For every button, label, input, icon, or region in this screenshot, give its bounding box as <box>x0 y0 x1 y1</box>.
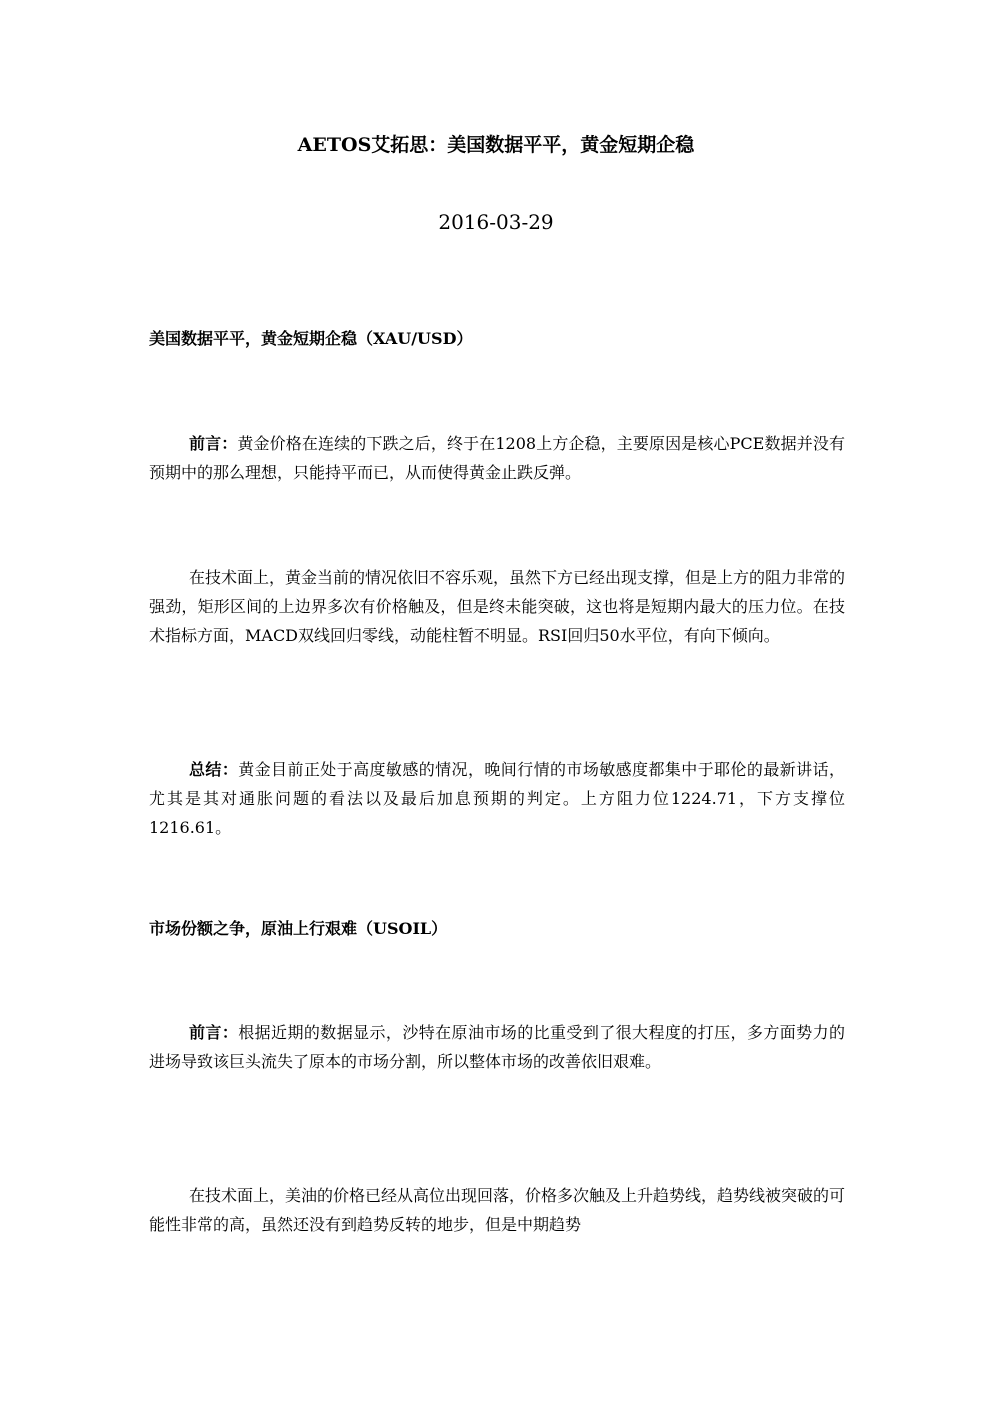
section-heading-gold: 美国数据平平，黄金短期企稳（XAU/USD） <box>149 329 473 348</box>
paragraph-text: 在技术面上，美油的价格已经从高位出现回落，价格多次触及上升趋势线，趋势线被突破的可能性非常的高，虽然还没有到趋势反转的地步，但是中期趋势 <box>149 1186 846 1234</box>
paragraph-oil-technical <box>149 1181 845 1239</box>
paragraph-gold-summary <box>149 755 845 842</box>
document-date: 2016-03-29 <box>438 210 554 234</box>
document-title: AETOS艾拓思：美国数据平平，黄金短期企稳 <box>297 134 695 156</box>
paragraph-lead: 前言： <box>189 434 238 453</box>
section-heading-oil: 市场份额之争，原油上行艰难（USOIL） <box>149 919 448 938</box>
paragraph-lead: 总结： <box>189 760 239 779</box>
paragraph-text: 根据近期的数据显示，沙特在原油市场的比重受到了很大程度的打压，多方面势力的进场导致该巨头流失了原本的市场分割，所以整体市场的改善依旧艰难。 <box>149 1023 845 1071</box>
paragraph-lead: 前言： <box>189 1023 239 1042</box>
paragraph-oil-intro <box>149 1018 845 1076</box>
paragraph-text: 黄金目前正处于高度敏感的情况，晚间行情的市场敏感度都集中于耶伦的最新讲话，尤其是其对通胀问题的看法以及最后加息预期的判定。上方阻力位1224.71，下方支撑位1216.61。 <box>149 760 845 837</box>
paragraph-gold-technical <box>149 563 845 650</box>
paragraph-text: 黄金价格在连续的下跌之后，终于在1208上方企稳，主要原因是核心PCE数据并没有预期中的那么理想，只能持平而已，从而使得黄金止跌反弹。 <box>149 434 845 482</box>
paragraph-gold-intro <box>149 429 845 487</box>
paragraph-text: 在技术面上，黄金当前的情况依旧不容乐观，虽然下方已经出现支撑，但是上方的阻力非常的强劲，矩形区间的上边界多次有价格触及，但是终未能突破，这也将是短期内最大的压力位。在技术指标方面，MACD双线回归零线，动能柱暂不明显。RSI回归50水平位，有向下倾向。 <box>149 568 846 645</box>
